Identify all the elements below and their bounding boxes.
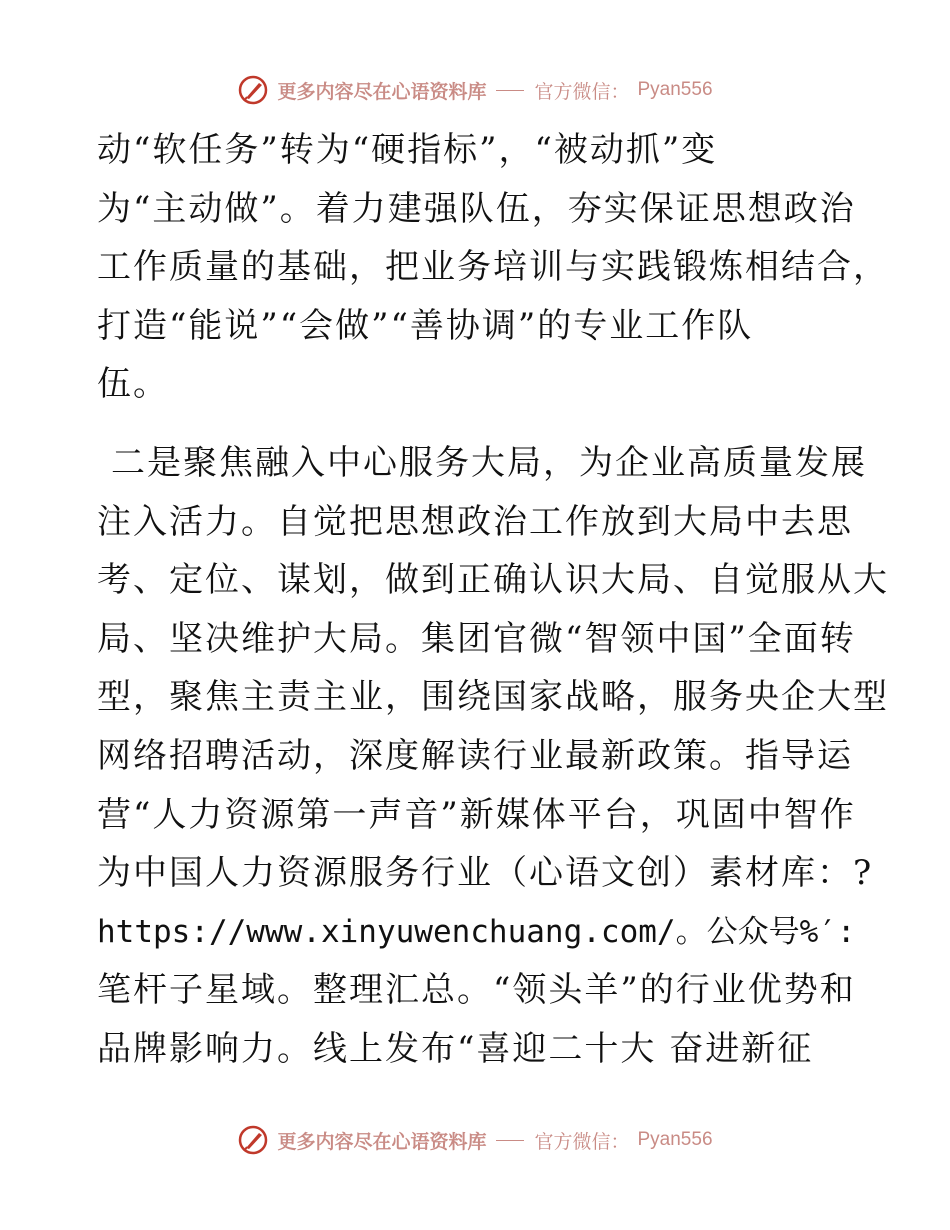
footer-watermark <box>0 1120 950 1160</box>
text-line: 笔杆子星域。整理汇总。“领头羊”的行业优势和 <box>97 970 856 1011</box>
text-line: 考、定位、谋划，做到正确认识大局、自觉服从大 <box>97 560 889 601</box>
watermark-wechat-id: Pyan556 <box>637 79 713 100</box>
text-line: 注入活力。自觉把思想政治工作放到大局中去思 <box>97 501 853 542</box>
watermark-brand: 更多内容尽在心语资料库 <box>277 1130 487 1153</box>
text-line: 动“软任务”转为“硬指标”，“被动抓”变 <box>97 130 718 170</box>
watermark-contact-label: 官方微信： <box>534 80 630 103</box>
text-line: 为中国人力资源服务行业（心语文创）素材库：? <box>97 853 874 894</box>
watermark-brand: 更多内容尽在心语资料库 <box>277 80 487 103</box>
watermark-dash <box>496 90 524 91</box>
header-watermark <box>0 70 950 110</box>
paragraph-2 <box>97 434 889 1079</box>
text-line: 网络招聘活动，深度解读行业最新政策。指导运 <box>97 735 853 776</box>
text-line: 品牌影响力。线上发布“喜迎二十大 奋进新征 <box>97 1028 814 1069</box>
text-line: 打造“能说”“会做”“善协调”的专业工作队 <box>97 305 754 346</box>
text-line-url: https://www.xinyuwenchuang.com/。公众号%′: <box>97 913 856 950</box>
watermark-contact-label: 官方微信： <box>534 1130 630 1153</box>
text-line: 局、坚决维护大局。集团官微“智领中国”全面转 <box>97 618 856 659</box>
text-line: 二是聚焦融入中心服务大局，为企业高质量发展 <box>111 442 867 483</box>
text-line: 工作质量的基础，把业务培训与实践锻炼相结合， <box>97 247 889 288</box>
text-line: 伍。 <box>97 364 169 405</box>
text-line: 型，聚焦主责主业，围绕国家战略，服务央企大型 <box>97 677 889 718</box>
quill-logo-icon <box>237 1124 269 1156</box>
quill-logo-icon <box>237 74 269 106</box>
text-line: 营“人力资源第一声音”新媒体平台，巩固中智作 <box>97 794 856 835</box>
watermark-dash <box>496 1140 524 1141</box>
text-line: 为“主动做”。着力建强队伍，夯实保证思想政治 <box>97 188 856 229</box>
paragraph-gap <box>97 414 857 434</box>
document-body <box>97 121 889 1079</box>
paragraph-1 <box>97 121 889 414</box>
watermark-wechat-id: Pyan556 <box>637 1129 713 1150</box>
